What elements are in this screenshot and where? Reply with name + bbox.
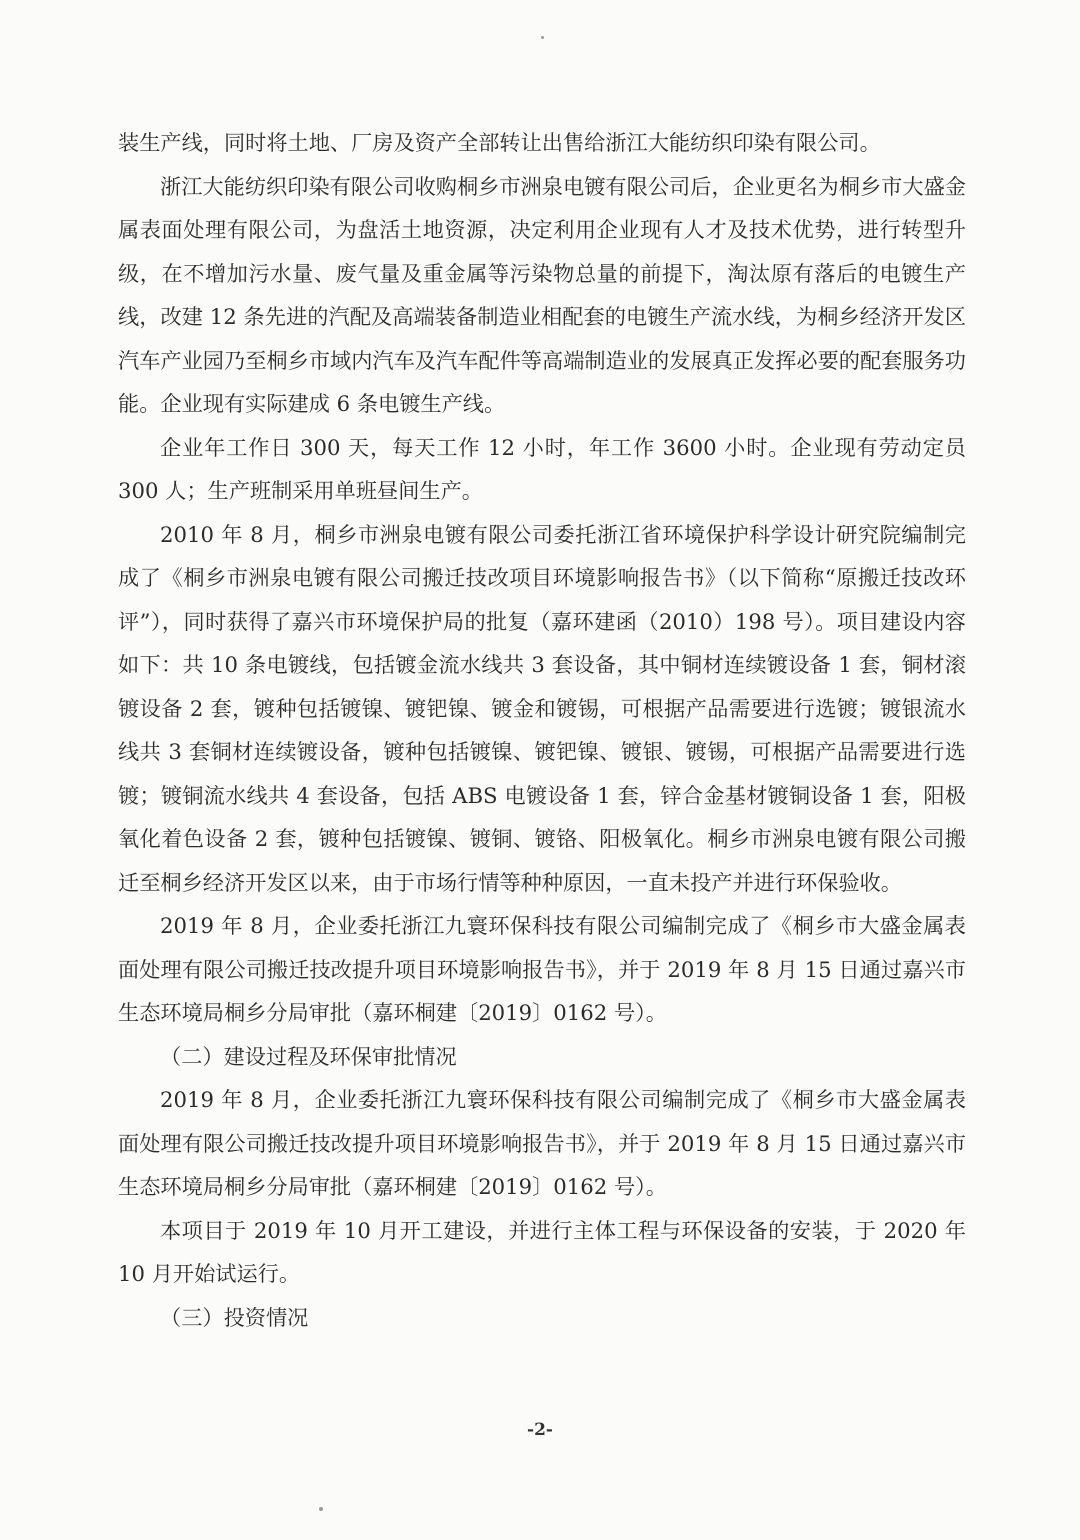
paragraph-continuation: 装生产线，同时将土地、厂房及资产全部转让出售给浙江大能纺织印染有限公司。 xyxy=(118,130,881,155)
paragraph-2010-eia: 2010 年 8 月，桐乡市洲泉电镀有限公司委托浙江省环境保护科学设计研究院编制完成了《桐乡市洲泉电镀有限公司搬迁技改项目环境影响报告书》（以下简称“原搬迁技改环评”），同时获得了嘉兴市环境保护局的批复（嘉环建函（2010）198 号）。项目建设内容如下：共 10 条电镀线，包括镀金流水线共 3 套设备，其中铜材连续镀设备 1 套，铜材滚镀设备 2 套，镀种包括镀镍、镀钯镍、镀金和镀锡，可根据产品需要进行选镀；镀银流水线共 3 套铜材连续镀设备，镀种包括镀镍、镀钯镍、镀银、镀锡，可根据产品需要进行选镀；镀铜流水线共 4 套设备，包括 ABS 电镀设备 1 套，锌合金基材镀铜设备 1 套，阳极氧化着色设备 2 套，镀种包括镀镍、镀铜、镀铬、阳极氧化。桐乡市洲泉电镀有限公司搬迁至桐乡经济开发区以来，由于市场行情等种种原因，一直未投产并进行环保验收。 xyxy=(118,521,966,895)
paragraph-working-schedule: 企业年工作日 300 天，每天工作 12 小时，年工作 3600 小时。企业现有劳动定员 300 人；生产班制采用单班昼间生产。 xyxy=(118,434,966,503)
paragraph-company-acquisition: 浙江大能纺织印染有限公司收购桐乡市洲泉电镀有限公司后，企业更名为桐乡市大盛金属表面处理有限公司，为盘活土地资源，决定利用企业现有人才及技术优势，进行转型升级，在不增加污水量、废气量及重金属等污染物总量的前提下，淘汰原有落后的电镀生产线，改建 12 条先进的汽配及高端装备制造业相配套的电镀生产流水线，为桐乡经济开发区汽车产业园乃至桐乡市域内汽车及汽车配件等高端制造业的发展真正发挥必要的配套服务功能。企业现有实际建成 6 条电镀生产线。 xyxy=(118,173,966,416)
document-body xyxy=(118,121,966,1339)
paragraph-construction-start: 本项目于 2019 年 10 月开工建设，并进行主体工程与环保设备的安装，于 2020 年 10 月开始试运行。 xyxy=(118,1217,966,1286)
page-number: -2- xyxy=(527,1420,553,1440)
scan-speck xyxy=(541,36,544,39)
paragraph-2019-eia: 2019 年 8 月，企业委托浙江九寰环保科技有限公司编制完成了《桐乡市大盛金属表面处理有限公司搬迁技改提升项目环境影响报告书》，并于 2019 年 8 月 15 日通过嘉兴市生态环境局桐乡分局审批（嘉环桐建〔2019〕0162 号）。 xyxy=(118,913,966,1025)
paragraph-2019-eia-repeat: 2019 年 8 月，企业委托浙江九寰环保科技有限公司编制完成了《桐乡市大盛金属表面处理有限公司搬迁技改提升项目环境影响报告书》，并于 2019 年 8 月 15 日通过嘉兴市生态环境局桐乡分局审批（嘉环桐建〔2019〕0162 号）。 xyxy=(118,1087,966,1199)
section-heading-investment: （三）投资情况 xyxy=(160,1304,309,1330)
section-heading-construction: （二）建设过程及环保审批情况 xyxy=(160,1043,457,1069)
scan-speck xyxy=(319,1507,323,1511)
